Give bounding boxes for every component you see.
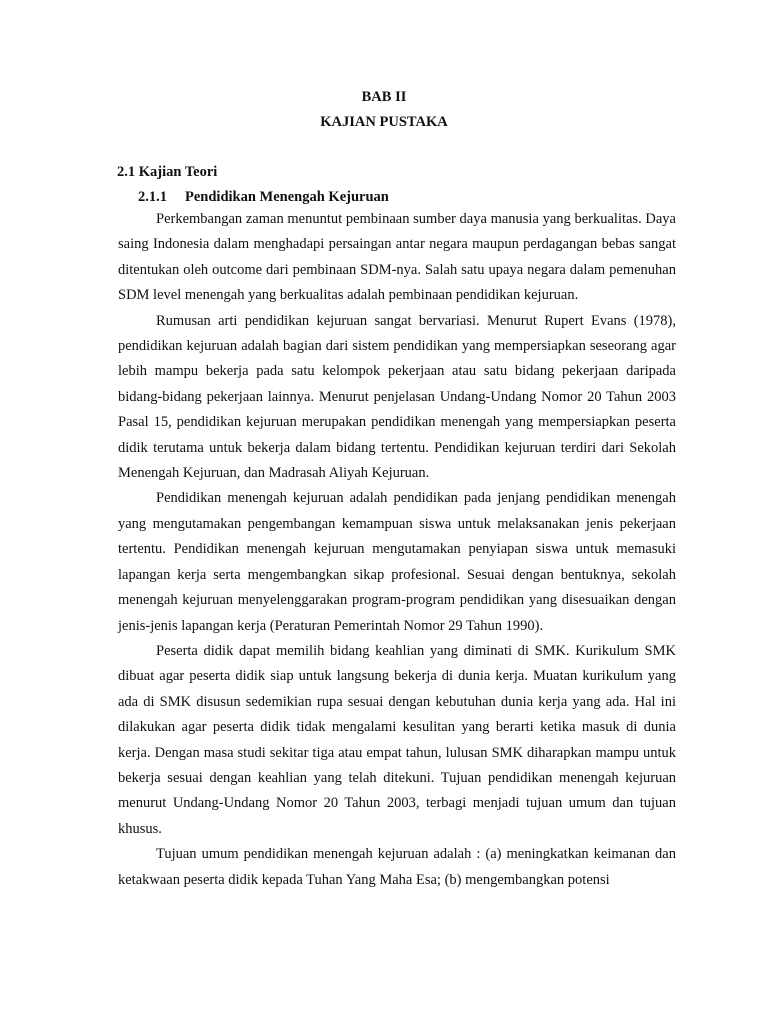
subsection-title: Pendidikan Menengah Kejuruan	[185, 189, 389, 205]
chapter-heading: BAB II	[361, 89, 407, 105]
paragraph: Rumusan arti pendidikan kejuruan sangat bervariasi. Menurut Rupert Evans (1978), pendidikan kejuruan adalah bagian dari sistem pendidikan yang mempersiapkan seseorang agar lebih mampu bekerja pada satu kelompok pekerjaan atau satu bidang pekerjaan daripada bidang-bidang pekerjaan lainnya. Menurut penjelasan Undang-Undang Nomor 20 Tahun 2003 Pasal 15, pendidikan kejuruan merupakan pendidikan menengah yang mempersiapkan peserta didik terutama untuk bekerja dalam bidang tertentu. Pendidikan kejuruan terdiri dari Sekolah Menengah Kejuruan, dan Madrasah Aliyah Kejuruan.	[118, 312, 676, 482]
subsection-heading	[138, 188, 389, 206]
section-heading: 2.1 Kajian Teori	[117, 164, 218, 180]
paragraph: Tujuan umum pendidikan menengah kejuruan adalah : (a) meningkatkan keimanan dan ketakwaan peserta didik kepada Tuhan Yang Maha Esa; (b) mengembangkan potensi	[118, 846, 676, 888]
subsection-number: 2.1.1	[138, 189, 167, 205]
paragraph: Perkembangan zaman menuntut pembinaan sumber daya manusia yang berkualitas. Daya saing Indonesia dalam menghadapi persaingan antar negara maupun perdagangan bebas sangat ditentukan oleh outcome dari pembinaan SDM-nya. Salah satu upaya negara dalam pemenuhan SDM level menengah yang berkualitas adalah pembinaan pendidikan kejuruan.	[118, 211, 676, 304]
chapter-title: KAJIAN PUSTAKA	[320, 114, 448, 130]
paragraph: Pendidikan menengah kejuruan adalah pendidikan pada jenjang pendidikan menengah yang mengutamakan pengembangan kemampuan siswa untuk melaksanakan jenis pekerjaan tertentu. Pendidikan menengah kejuruan mengutamakan penyiapan siswa untuk memasuki lapangan kerja serta mengembangkan sikap profesional. Sesuai dengan bentuknya, sekolah menengah kejuruan menyelenggarakan program-program pendidikan yang disesuaikan dengan jenis-jenis lapangan kerja (Peraturan Pemerintah Nomor 29 Tahun 1990).	[118, 490, 676, 634]
paragraph: Peserta didik dapat memilih bidang keahlian yang diminati di SMK. Kurikulum SMK dibuat agar peserta didik siap untuk langsung bekerja di dunia kerja. Muatan kurikulum yang ada di SMK disusun sedemikian rupa sesuai dengan kebutuhan dunia kerja yang ada. Hal ini dilakukan agar peserta didik tidak mengalami kesulitan yang berarti ketika masuk di dunia kerja. Dengan masa studi sekitar tiga atau empat tahun, lulusan SMK diharapkan mampu untuk bekerja sesuai dengan keahlian yang telah ditekuni. Tujuan pendidikan menengah kejuruan menurut Undang-Undang Nomor 20 Tahun 2003, terbagi menjadi tujuan umum dan tujuan khusus.	[118, 642, 676, 837]
body-text	[118, 207, 676, 893]
